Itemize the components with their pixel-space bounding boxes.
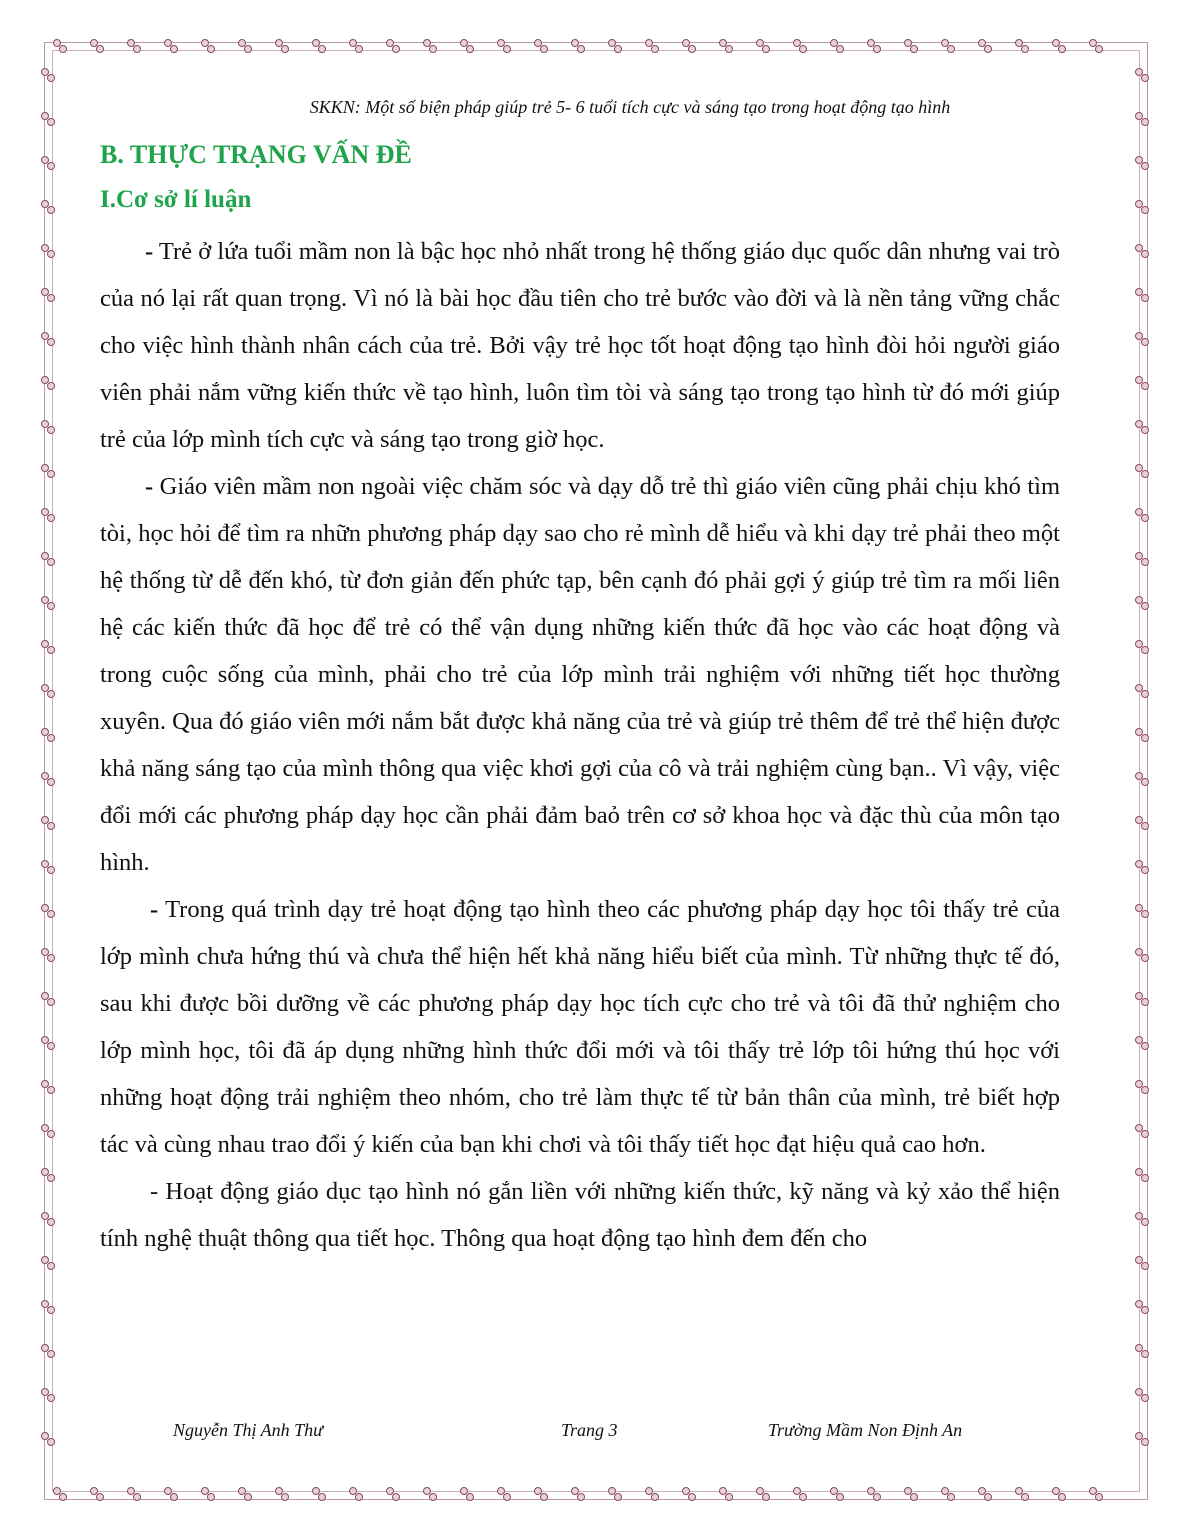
border-ornament-icon [608, 1487, 622, 1501]
border-ornament-icon [41, 200, 55, 214]
footer-author: Nguyễn Thị Anh Thư [173, 1420, 323, 1440]
border-ornament-icon [201, 1487, 215, 1501]
paragraph-dash: - [145, 238, 154, 265]
border-ornament-icon [904, 39, 918, 53]
border-ornament-icon [1135, 684, 1149, 698]
border-ornament-icon [349, 39, 363, 53]
border-ornament-icon [1135, 552, 1149, 566]
border-ornament-icon [1052, 1487, 1066, 1501]
border-ornament-icon [571, 1487, 585, 1501]
border-ornament-icon [386, 1487, 400, 1501]
border-ornament-icon [1089, 39, 1103, 53]
border-ornament-icon [41, 904, 55, 918]
paragraph-dash: - [150, 896, 159, 923]
border-ornament-icon [164, 1487, 178, 1501]
border-ornament-icon [1015, 39, 1029, 53]
border-ornament-icon [645, 39, 659, 53]
border-ornament-icon [41, 68, 55, 82]
border-ornament-icon [1135, 1168, 1149, 1182]
border-ornament-icon [41, 112, 55, 126]
border-ornament-icon [41, 1432, 55, 1446]
border-ornament-icon [497, 39, 511, 53]
border-ornament-icon [1135, 1080, 1149, 1094]
border-ornament-icon [941, 1487, 955, 1501]
document-header: SKKN: Một số biện pháp giúp trẻ 5- 6 tuổi tích cực và sáng tạo trong hoạt động tạo hình [309, 97, 951, 117]
border-ornament-icon [534, 1487, 548, 1501]
border-ornament-icon [53, 39, 67, 53]
border-ornament-icon [1135, 640, 1149, 654]
border-ornament-icon [41, 464, 55, 478]
border-ornament-icon [608, 39, 622, 53]
border-ornament-icon [41, 288, 55, 302]
section-heading: B. THỰC TRẠNG VẤN ĐỀ [100, 140, 412, 169]
border-ornament-icon [978, 39, 992, 53]
border-ornament-icon [90, 39, 104, 53]
border-ornament-icon [1135, 420, 1149, 434]
border-ornament-icon [1135, 508, 1149, 522]
paragraph-2 [100, 463, 1060, 886]
border-ornament-icon [41, 552, 55, 566]
border-ornament-icon [1135, 156, 1149, 170]
border-ornament-icon [127, 39, 141, 53]
border-ornament-icon [312, 1487, 326, 1501]
border-ornament-icon [41, 860, 55, 874]
border-ornament-icon [1135, 992, 1149, 1006]
subsection-heading: I.Cơ sở lí luận [100, 186, 252, 213]
border-ornament-icon [423, 39, 437, 53]
border-ornament-icon [756, 1487, 770, 1501]
border-ornament-icon [1135, 860, 1149, 874]
border-ornament-icon [41, 1256, 55, 1270]
border-ornament-icon [1135, 904, 1149, 918]
border-ornament-icon [386, 39, 400, 53]
border-ornament-icon [1135, 200, 1149, 214]
border-ornament-icon [1135, 288, 1149, 302]
border-ornament-icon [1135, 1432, 1149, 1446]
border-ornament-icon [645, 1487, 659, 1501]
border-ornament-icon [793, 39, 807, 53]
border-ornament-icon [941, 39, 955, 53]
paragraph-1 [100, 228, 1060, 463]
border-ornament-icon [41, 684, 55, 698]
border-ornament-icon [275, 39, 289, 53]
border-ornament-icon [1135, 464, 1149, 478]
border-ornament-icon [41, 420, 55, 434]
border-ornament-icon [41, 992, 55, 1006]
border-ornament-icon [41, 1036, 55, 1050]
paragraph-dash: - [145, 473, 154, 500]
paragraph-4 [100, 1168, 1060, 1262]
border-ornament-icon [41, 376, 55, 390]
border-ornament-icon [312, 39, 326, 53]
border-ornament-icon [460, 1487, 474, 1501]
border-ornament-icon [41, 332, 55, 346]
border-ornament-icon [830, 39, 844, 53]
border-ornament-icon [682, 1487, 696, 1501]
border-ornament-icon [238, 39, 252, 53]
border-ornament-icon [1052, 39, 1066, 53]
border-ornament-icon [830, 1487, 844, 1501]
border-ornament-icon [460, 39, 474, 53]
border-ornament-icon [275, 1487, 289, 1501]
paragraph-text: Trẻ ở lứa tuổi mầm non là bậc học nhỏ nhất trong hệ thống giáo dục quốc dân nhưng vai trò của nó lại rất quan trọng. Vì nó là bài học đầu tiên cho trẻ bước vào đời và là nền tảng vững chắc cho việc hình thành nhân cách của trẻ. Bởi vậy trẻ học tốt hoạt động tạo hình đòi hỏi người giáo viên phải nắm vững kiến thức về tạo hình, luôn tìm tòi và sáng tạo trong tạo hình từ đó mới giúp trẻ của lớp mình tích cực và sáng tạo trong giờ học. [100, 238, 1060, 453]
border-ornament-icon [90, 1487, 104, 1501]
paragraph-text: - Hoạt động giáo dục tạo hình nó gắn liền với những kiến thức, kỹ năng và kỷ xảo thể hiện tính nghệ thuật thông qua tiết học. Thông qua hoạt động tạo hình đem đến cho [100, 1178, 1060, 1252]
border-ornament-icon [793, 1487, 807, 1501]
border-ornament-icon [127, 1487, 141, 1501]
border-ornament-icon [978, 1487, 992, 1501]
border-ornament-icon [41, 948, 55, 962]
border-ornament-icon [1135, 1344, 1149, 1358]
border-ornament-icon [41, 1388, 55, 1402]
border-ornament-icon [41, 728, 55, 742]
border-ornament-icon [1135, 1388, 1149, 1402]
border-ornament-icon [41, 816, 55, 830]
border-ornament-icon [41, 1080, 55, 1094]
border-ornament-icon [1135, 244, 1149, 258]
border-ornament-icon [41, 1300, 55, 1314]
border-ornament-icon [41, 156, 55, 170]
paragraph-3 [100, 886, 1060, 1168]
paragraph-text: Trong quá trình dạy trẻ hoạt động tạo hình theo các phương pháp dạy học tôi thấy trẻ của lớp mình chưa hứng thú và chưa thể hiện hết khả năng hiểu biết của mình. Từ những thực tế đó, sau khi được bồi dưỡng về các phương pháp dạy học tích cực cho trẻ và tôi đã thử nghiệm cho lớp mình học, tôi đã áp dụng những hình thức đổi mới và tôi thấy trẻ lớp tôi hứng thú học với những hoạt động trải nghiệm theo nhóm, cho trẻ làm thực tế từ bản thân của mình, trẻ biết hợp tác và cùng nhau trao đổi ý kiến của bạn khi chơi và tôi thấy tiết học đạt hiệu quả cao hơn. [100, 896, 1060, 1158]
border-ornament-icon [756, 39, 770, 53]
border-ornament-icon [1135, 1256, 1149, 1270]
border-ornament-icon [1135, 1124, 1149, 1138]
border-ornament-icon [1015, 1487, 1029, 1501]
border-ornament-icon [1135, 948, 1149, 962]
border-ornament-icon [41, 1124, 55, 1138]
border-ornament-icon [867, 39, 881, 53]
border-ornament-icon [41, 1344, 55, 1358]
border-ornament-icon [41, 1168, 55, 1182]
border-ornament-icon [53, 1487, 67, 1501]
border-ornament-icon [904, 1487, 918, 1501]
border-ornament-icon [201, 39, 215, 53]
border-ornament-icon [164, 39, 178, 53]
body-text [100, 228, 1060, 1262]
border-ornament-icon [1135, 1300, 1149, 1314]
border-ornament-icon [423, 1487, 437, 1501]
border-ornament-icon [719, 39, 733, 53]
border-ornament-icon [1135, 596, 1149, 610]
border-ornament-icon [1135, 332, 1149, 346]
border-ornament-icon [41, 1212, 55, 1226]
border-ornament-icon [41, 596, 55, 610]
border-ornament-icon [497, 1487, 511, 1501]
border-ornament-icon [682, 39, 696, 53]
border-ornament-icon [534, 39, 548, 53]
border-ornament-icon [41, 508, 55, 522]
border-ornament-icon [719, 1487, 733, 1501]
border-ornament-icon [867, 1487, 881, 1501]
border-ornament-icon [1135, 1036, 1149, 1050]
border-ornament-icon [41, 244, 55, 258]
border-ornament-icon [349, 1487, 363, 1501]
border-ornament-icon [41, 772, 55, 786]
border-ornament-icon [1135, 1212, 1149, 1226]
footer-page-number: Trang 3 [561, 1420, 618, 1440]
border-ornament-icon [1135, 376, 1149, 390]
border-ornament-icon [1135, 816, 1149, 830]
border-ornament-icon [1135, 68, 1149, 82]
border-ornament-icon [1089, 1487, 1103, 1501]
border-ornament-icon [1135, 772, 1149, 786]
border-ornament-icon [1135, 728, 1149, 742]
footer-school: Trường Mầm Non Định An [768, 1420, 963, 1440]
border-ornament-icon [571, 39, 585, 53]
paragraph-text: Giáo viên mầm non ngoài việc chăm sóc và dạy dỗ trẻ thì giáo viên cũng phải chịu khó tìm tòi, học hỏi để tìm ra nhữn phương pháp dạy sao cho rẻ mình dễ hiểu và khi dạy trẻ phải theo một hệ thống từ dễ đến khó, từ đơn giản đến phức tạp, bên cạnh đó phải gợi ý giúp trẻ tìm ra mối liên hệ các kiến thức đã học để trẻ có thể vận dụng những kiến thức đã học vào các hoạt động và trong cuộc sống của mình, phải cho trẻ của lớp mình trải nghiệm với những tiết học thường xuyên. Qua đó giáo viên mới nắm bắt được khả năng của trẻ và giúp trẻ thêm để trẻ thể hiện được khả năng sáng tạo của mình thông qua việc khơi gợi của cô và trải nghiệm cùng bạn.. Vì vậy, việc đổi mới các phương pháp dạy học cần phải đảm baỏ trên cơ sở khoa học và đặc thù của môn tạo hình. [100, 473, 1060, 876]
border-ornament-icon [238, 1487, 252, 1501]
border-ornament-icon [41, 640, 55, 654]
